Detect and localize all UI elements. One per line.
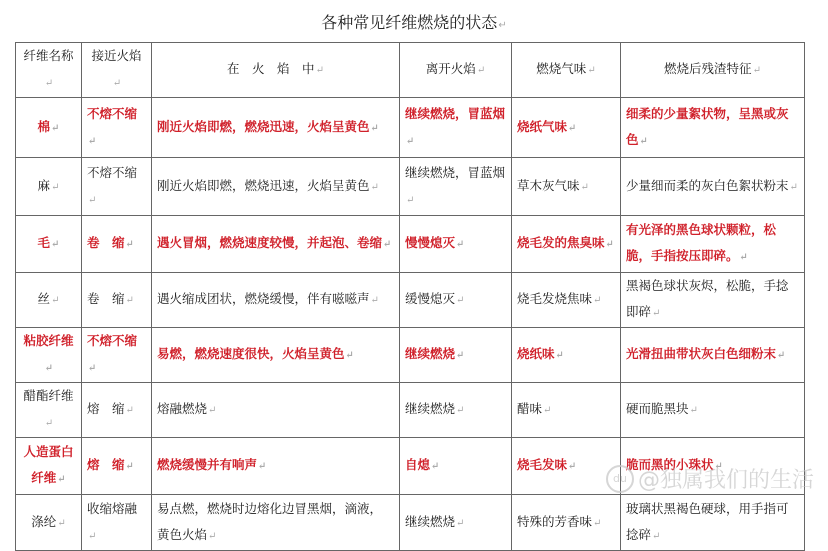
cell-in-flame — [152, 438, 400, 495]
cell-text: 燃烧缓慢并有响声 ↵ — [157, 457, 266, 472]
cell-residue — [621, 98, 805, 158]
cell-in-flame — [152, 495, 400, 551]
cell-near-flame — [82, 495, 152, 551]
table-row — [16, 158, 805, 216]
cell-text: 继续燃烧，冒蓝烟 ↵ — [405, 165, 505, 206]
cell-leaving-flame — [400, 438, 512, 495]
cell-text: 细柔的少量絮状物，呈黑或灰色 ↵ — [626, 106, 789, 147]
cell-text: 熔 缩 ↵ — [87, 401, 134, 416]
cell-leaving-flame — [400, 328, 512, 383]
cell-fiber-name — [16, 438, 82, 495]
table-row — [16, 495, 805, 551]
table-row — [16, 98, 805, 158]
cell-text: 卷 缩 ↵ — [87, 291, 134, 306]
cell-near-flame — [82, 98, 152, 158]
cell-text: 继续燃烧 ↵ — [405, 401, 464, 416]
cell-burning-smell — [512, 158, 621, 216]
cell-in-flame — [152, 273, 400, 328]
cell-text: 玻璃状黑褐色硬球，用手指可捻碎 ↵ — [626, 501, 789, 542]
cell-text: 刚近火焰即燃，燃烧迅速，火焰呈黄色 ↵ — [157, 178, 379, 193]
table-row — [16, 383, 805, 438]
cell-text: 易点燃，燃烧时边熔化边冒黑烟，滴液，黄色火焰 ↵ — [157, 501, 382, 542]
cell-fiber-name — [16, 98, 82, 158]
cell-text: 烧毛发味 ↵ — [517, 457, 576, 472]
cell-text: 遇火冒烟，燃烧速度较慢，并起泡、卷缩 ↵ — [157, 235, 391, 250]
cell-text: 人造蛋白纤维 ↵ — [23, 444, 73, 485]
cell-text: 醋酯纤维 ↵ — [23, 388, 73, 429]
cell-text: 脆而黑的小珠状 ↵ — [626, 457, 723, 472]
cell-in-flame — [152, 98, 400, 158]
cell-text: 棉 ↵ — [38, 119, 60, 134]
cell-residue — [621, 273, 805, 328]
cell-text: 硬而脆黑块 ↵ — [626, 401, 698, 416]
watermark — [606, 463, 814, 494]
cell-text: 易燃，燃烧速度很快，火焰呈黄色 ↵ — [157, 346, 354, 361]
table-row — [16, 216, 805, 273]
header-label: 燃烧气味 ↵ — [536, 61, 595, 76]
cell-text: 涤纶 ↵ — [31, 514, 65, 529]
watermark-text: @独属我们的生活 — [637, 468, 814, 493]
cell-text: 麻 ↵ — [38, 178, 60, 193]
cell-residue — [621, 216, 805, 273]
paw-logo-icon: du — [606, 465, 634, 493]
cell-fiber-name — [16, 273, 82, 328]
cell-burning-smell — [512, 216, 621, 273]
cell-text: 不熔不缩 ↵ — [87, 165, 137, 206]
header-burning-smell — [512, 43, 621, 98]
cell-text: 有光泽的黑色球状颗粒，松脆，手指按压即碎。 ↵ — [626, 222, 776, 263]
cell-text: 草木灰气味 ↵ — [517, 178, 589, 193]
header-label: 离开火焰 ↵ — [426, 61, 485, 76]
cell-text: 烧纸气味 ↵ — [517, 119, 576, 134]
header-label: 燃烧后残渣特征 ↵ — [664, 61, 761, 76]
header-leaving-flame — [400, 43, 512, 98]
cell-residue — [621, 158, 805, 216]
cell-residue — [621, 383, 805, 438]
table-row — [16, 273, 805, 328]
cell-text: 粘胶纤维 ↵ — [23, 333, 73, 374]
header-fiber-name — [16, 43, 82, 98]
header-in-flame — [152, 43, 400, 98]
cell-text: 烧纸味 ↵ — [517, 346, 564, 361]
document-title: 各种常见纤维燃烧的状态 ↵ — [0, 10, 828, 33]
cell-text: 自熄 ↵ — [405, 457, 439, 472]
cell-text: 刚近火焰即燃，燃烧迅速，火焰呈黄色 ↵ — [157, 119, 379, 134]
cell-fiber-name — [16, 495, 82, 551]
cell-text: 不熔不缩 ↵ — [87, 333, 137, 374]
cell-leaving-flame — [400, 98, 512, 158]
cell-in-flame — [152, 383, 400, 438]
header-label: 在 火 焰 中 ↵ — [227, 61, 324, 76]
cell-leaving-flame — [400, 216, 512, 273]
cell-leaving-flame — [400, 383, 512, 438]
cell-text: 继续燃烧 ↵ — [405, 346, 464, 361]
cell-text: 熔融燃烧 ↵ — [157, 401, 216, 416]
cell-near-flame — [82, 158, 152, 216]
cell-burning-smell — [512, 383, 621, 438]
cell-burning-smell — [512, 438, 621, 495]
cell-burning-smell — [512, 98, 621, 158]
cell-near-flame — [82, 216, 152, 273]
cell-in-flame — [152, 328, 400, 383]
cell-text: 烧毛发烧焦味 ↵ — [517, 291, 601, 306]
header-residue — [621, 43, 805, 98]
cell-text: 光滑扭曲带状灰白色细粉末 ↵ — [626, 346, 785, 361]
cell-text: 卷 缩 ↵ — [87, 235, 134, 250]
cell-text: 毛 ↵ — [38, 235, 60, 250]
cell-fiber-name — [16, 216, 82, 273]
cell-near-flame — [82, 273, 152, 328]
cell-residue — [621, 495, 805, 551]
header-label: 接近火焰 ↵ — [91, 48, 141, 89]
cell-residue — [621, 328, 805, 383]
cell-text: 少量细而柔的灰白色絮状粉末 ↵ — [626, 178, 798, 193]
cell-text: 醋味 ↵ — [517, 401, 551, 416]
cell-burning-smell — [512, 495, 621, 551]
cell-near-flame — [82, 328, 152, 383]
cell-text: 烧毛发的焦臭味 ↵ — [517, 235, 614, 250]
cell-in-flame — [152, 216, 400, 273]
cell-text: 继续燃烧 ↵ — [405, 514, 464, 529]
cell-leaving-flame — [400, 273, 512, 328]
cell-burning-smell — [512, 273, 621, 328]
cell-fiber-name — [16, 383, 82, 438]
table-row — [16, 328, 805, 383]
cell-text: 熔 缩 ↵ — [87, 457, 134, 472]
table-header-row — [16, 43, 805, 98]
cell-near-flame — [82, 438, 152, 495]
cell-fiber-name — [16, 328, 82, 383]
cell-text: 黑褐色球状灰烬，松脆，手捻即碎 ↵ — [626, 278, 789, 319]
cell-text: 不熔不缩 ↵ — [87, 106, 137, 147]
cell-in-flame — [152, 158, 400, 216]
cell-text: 继续燃烧，冒蓝烟 ↵ — [405, 106, 505, 147]
cell-text: 特殊的芳香味 ↵ — [517, 514, 601, 529]
cell-burning-smell — [512, 328, 621, 383]
cell-leaving-flame — [400, 158, 512, 216]
header-label: 纤维名称 ↵ — [23, 48, 73, 89]
cell-text: 丝 ↵ — [38, 291, 60, 306]
cell-text: 收缩熔融 ↵ — [87, 501, 137, 542]
cell-text: 缓慢熄灭 ↵ — [405, 291, 464, 306]
cell-fiber-name — [16, 158, 82, 216]
header-near-flame — [82, 43, 152, 98]
cell-near-flame — [82, 383, 152, 438]
cell-leaving-flame — [400, 495, 512, 551]
cell-text: 慢慢熄灭 ↵ — [405, 235, 464, 250]
cell-text: 遇火缩成团状，燃烧缓慢，伴有嗞嗞声 ↵ — [157, 291, 379, 306]
